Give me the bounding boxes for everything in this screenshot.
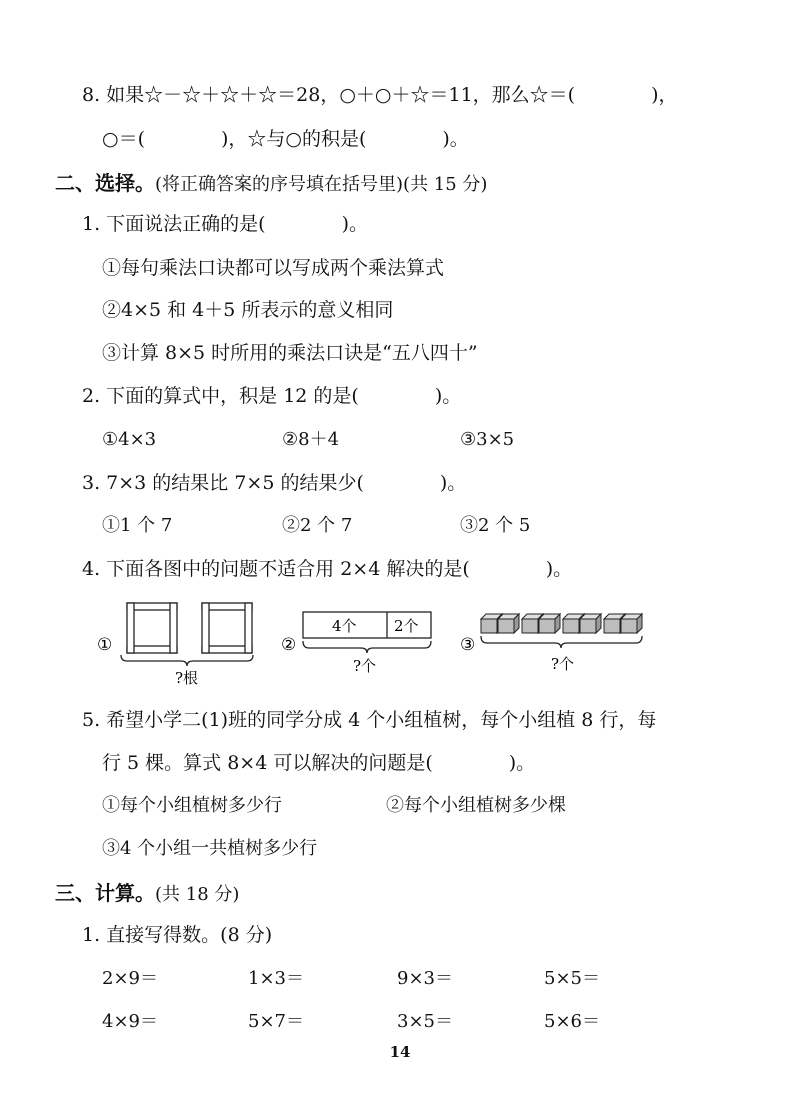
calc-item: 4×9＝	[102, 1011, 158, 1032]
fig2-cell-2: 2个	[394, 617, 419, 635]
fig1-square-right	[202, 603, 252, 653]
calc-item: 3×5＝	[397, 1011, 453, 1032]
q3-option-2: ②2 个 7	[282, 515, 353, 536]
cube-group-1	[481, 614, 519, 633]
q2-stem: 2. 下面的算式中，积是 12 的是( )。	[82, 385, 462, 407]
q4-stem: 4. 下面各图中的问题不适合用 2×4 解决的是( )。	[82, 558, 573, 580]
q5-stem-line1: 5. 希望小学二(1)班的同学分成 4 个小组植树，每个小组植 8 行，每	[82, 709, 657, 731]
fig3-brace	[481, 636, 642, 648]
q2-option-2: ②8＋4	[282, 429, 340, 450]
q5-option-2: ②每个小组植树多少棵	[386, 795, 566, 816]
q5-option-3: ③4 个小组一共植树多少行	[102, 838, 318, 859]
cube-group-4	[604, 614, 642, 633]
section-3-title: 三、计算。	[55, 881, 155, 905]
calc-q1-stem: 1. 直接写得数。(8 分)	[82, 924, 273, 946]
q1-option-1: ①每句乘法口诀都可以写成两个乘法算式	[102, 257, 445, 279]
q1-stem: 1. 下面说法正确的是( )。	[82, 213, 368, 235]
q3-option-3: ③2 个 5	[460, 515, 531, 536]
calc-item: 5×5＝	[544, 968, 600, 989]
cube-group-3	[563, 614, 601, 633]
section-3-note: (共 18 分)	[155, 884, 240, 905]
fig2-label: ?个	[353, 657, 377, 675]
q8-line1: 8. 如果☆－☆＋☆＋☆＝28，○＋○＋☆＝11，那么☆＝( )，	[82, 84, 678, 106]
page-number: 14	[389, 1043, 411, 1061]
section-3-heading	[55, 883, 239, 904]
q2-option-3: ③3×5	[460, 429, 515, 450]
fig2-cell-1: 4个	[332, 617, 357, 635]
q3-stem: 3. 7×3 的结果比 7×5 的结果少( )。	[82, 472, 467, 494]
q5-stem-line2: 行 5 棵。算式 8×4 可以解决的问题是( )。	[102, 752, 536, 774]
fig1-square-left	[127, 603, 177, 653]
calc-item: 9×3＝	[397, 968, 453, 989]
cube-group-2	[522, 614, 560, 633]
calc-item: 5×6＝	[544, 1011, 600, 1032]
calc-item: 2×9＝	[102, 968, 158, 989]
section-2-heading	[55, 173, 487, 194]
q8-line2: ○＝( )，☆与○的积是( )。	[102, 128, 469, 150]
fig2-brace	[303, 641, 431, 653]
fig1-label: ?根	[175, 669, 199, 687]
q4-figures	[95, 595, 655, 690]
q1-option-3: ③计算 8×5 时所用的乘法口诀是“五八四十”	[102, 342, 478, 364]
q1-option-2: ②4×5 和 4＋5 所表示的意义相同	[102, 299, 394, 321]
fig1-marker: ①	[97, 635, 113, 655]
fig3-cubes	[481, 614, 642, 633]
q5-option-1: ①每个小组植树多少行	[102, 795, 282, 816]
calc-item: 5×7＝	[248, 1011, 304, 1032]
fig1-brace	[121, 655, 253, 666]
q2-option-1: ①4×3	[102, 429, 157, 450]
section-2-note: (将正确答案的序号填在括号里)(共 15 分)	[155, 174, 488, 195]
fig3-marker: ③	[460, 635, 476, 655]
section-2-title: 二、选择。	[55, 171, 155, 195]
fig3-label: ?个	[551, 655, 575, 673]
calc-item: 1×3＝	[248, 968, 304, 989]
fig2-marker: ②	[281, 635, 297, 655]
q3-option-1: ①1 个 7	[102, 515, 173, 536]
